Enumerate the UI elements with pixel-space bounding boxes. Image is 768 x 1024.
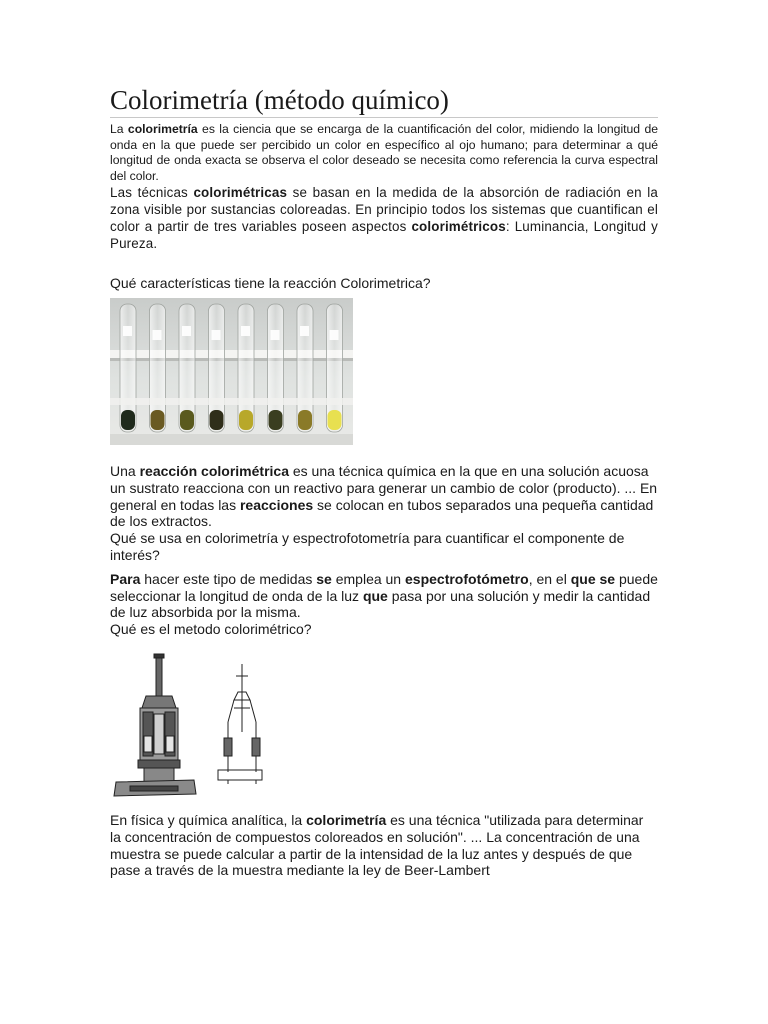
bold-term: espectrofotómetro (405, 570, 529, 587)
question-characteristics: Qué características tiene la reacción Colorimetrica? (110, 275, 431, 291)
text-run: se basan en la medida de la absorción de radiación en la zona visible por sustancias coloreadas. En principio todos los sistemas que cuantifican el color a partir de tres variables poseen aspectos (110, 185, 658, 234)
document-page (110, 84, 658, 879)
test-tubes-photo (110, 298, 353, 445)
method-paragraph (110, 812, 658, 879)
text-run: La (110, 122, 128, 136)
test-tube (209, 304, 225, 432)
test-tube (327, 304, 343, 432)
bold-term: reacciones (239, 496, 314, 513)
text-run: hacer este tipo de medidas (140, 570, 317, 587)
bold-term: colorimetría (306, 811, 387, 828)
bold-term: colorimétricos (411, 219, 506, 234)
text-run: Una (110, 463, 140, 479)
test-tube (238, 304, 254, 432)
text-run: se colocan en tubos separados una pequeña cantidad de los extractos. (110, 496, 654, 530)
test-tube (120, 304, 136, 432)
intro-paragraph (110, 122, 658, 184)
text-run: , en el (528, 570, 571, 587)
bold-term: reacción colorimétrica (139, 463, 289, 479)
test-tube (297, 304, 313, 432)
question-method: Qué es el metodo colorimétrico? (110, 621, 312, 638)
bold-term: que se (570, 570, 616, 587)
text-run: En física y química analítica, la (110, 811, 307, 828)
bold-term: Para (110, 570, 141, 587)
text-run: es una técnica "utilizada para determinar la concentración de compuestos coloreados en solución". ... La concentración de una muestra se puede calcular a partir de la intensidad de la luz antes y después de que pase a través de la muestra mediante la ley de Beer-Lambert (110, 811, 644, 879)
test-tube (268, 304, 284, 432)
bold-term: colorimetría (127, 122, 198, 136)
text-run: es la ciencia que se encarga de la cuantificación del color, midiendo la longitud de onda en la que puede ser percibido un color en específico al ojo humano; para determinar a qué longitud de onda exacta se observa el color deseado se necesita como referencia la curva espectral del color. (110, 122, 658, 183)
bold-term: que (362, 587, 388, 604)
text-run: puede seleccionar la longitud de onda de la luz (110, 570, 658, 604)
test-tube (150, 304, 166, 432)
text-run: Las técnicas (110, 185, 194, 200)
colorimeter-illustration (110, 652, 270, 798)
bold-term: se (316, 570, 332, 587)
text-run: emplea un (331, 570, 405, 587)
test-tube (179, 304, 195, 432)
techniques-paragraph (110, 184, 658, 252)
text-run: pasa por una solución y medir la cantidad de luz absorbida por la misma. (110, 587, 651, 621)
text-run: : Luminancia, Longitud y Pureza. (110, 219, 658, 251)
reaction-paragraph (110, 463, 658, 530)
text-run: es una técnica química en la que en una solución acuosa un sustrato reacciona con un reactivo para generar un cambio de color (producto). ... En general en todas las (110, 463, 658, 513)
spectrophotometer-paragraph (110, 571, 658, 621)
page-title: Colorimetría (método químico) (110, 84, 658, 118)
question-spectrophotometry: Qué se usa en colorimetría y espectrofotometría para cuantificar el componente de interés? (110, 530, 625, 563)
bold-term: colorimétricas (193, 185, 288, 200)
